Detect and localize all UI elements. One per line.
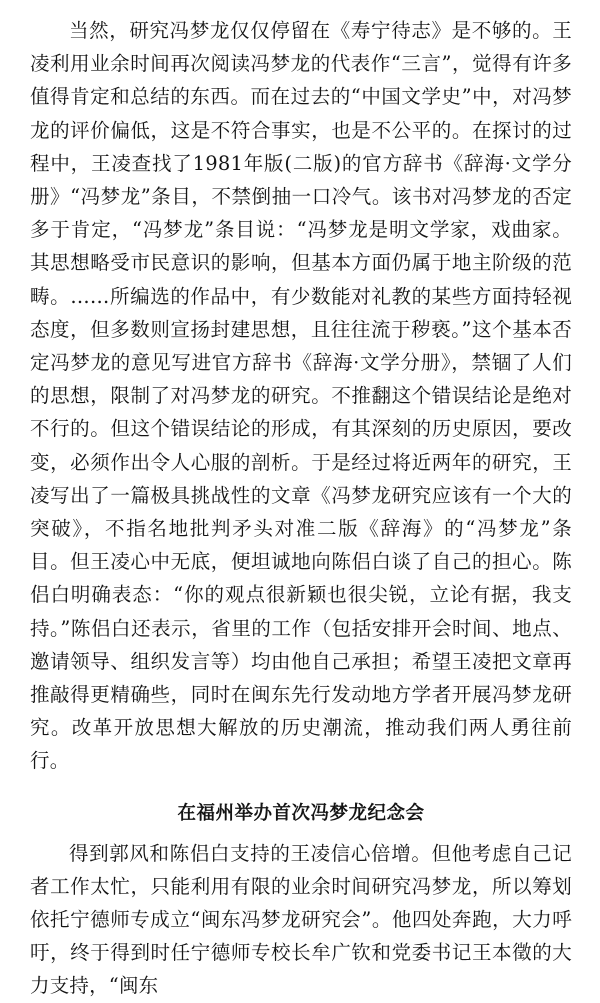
section-heading: 在福州举办首次冯梦龙纪念会 (177, 802, 425, 824)
body-paragraph-1: 当然，研究冯梦龙仅仅停留在《寿宁待志》是不够的。王凌利用业余时间再次阅读冯梦龙的代表作“三言”，觉得有许多值得肯定和总结的东西。而在过去的“中国文学史”中，对冯梦龙的评价偏低，这是不符合事实，也是不公平的。在探讨的过程中，王凌查找了1981年版(二版)的官方辞书《辞海·文学分册》“冯梦龙”条目，不禁倒抽一口冷气。该书对冯梦龙的否定多于肯定，“冯梦龙”条目说：“冯梦龙是明文学家，戏曲家。其思想略受市民意识的影响，但基本方面仍属于地主阶级的范畴。……所编选的作品中，有少数能对礼教的某些方面持轻视态度，但多数则宣扬封建思想，且往往流于秽亵。”这个基本否定冯梦龙的意见写进官方辞书《辞海·文学分册》，禁锢了人们的思想，限制了对冯梦龙的研究。不推翻这个错误结论是绝对不行的。但这个错误结论的形成，有其深刻的历史原因，要改变，必须作出令人心服的剖析。于是经过将近两年的研究，王凌写出了一篇极具挑战性的文章《冯梦龙研究应该有一个大的突破》，不指名地批判矛头对准二版《辞海》的“冯梦龙”条目。但王凌心中无底，便坦诚地向陈侣白谈了自己的担心。陈侣白明确表态：“你的观点很新颖也很尖锐，立论有据，我支持。”陈侣白还表示，省里的工作（包括安排开会时间、地点、邀请领导、组织发言等）均由他自己承担；希望王凌把文章再推敲得更精确些，同时在闽东先行发动地方学者开展冯梦龙研究。改革开放思想大解放的历史潮流，推动我们两人勇往前行。 (30, 19, 572, 773)
body-paragraph-2: 得到郭风和陈侣白支持的王凌信心倍增。但他考虑自己记者工作太忙，只能利用有限的业余时间研究冯梦龙，所以筹划依托宁德师专成立“闽东冯梦龙研究会”。他四处奔跑，大力呼吁，终于得到时任宁德师专校长牟广钦和党委书记王本徵的大力支持，“闽东 (30, 841, 572, 998)
